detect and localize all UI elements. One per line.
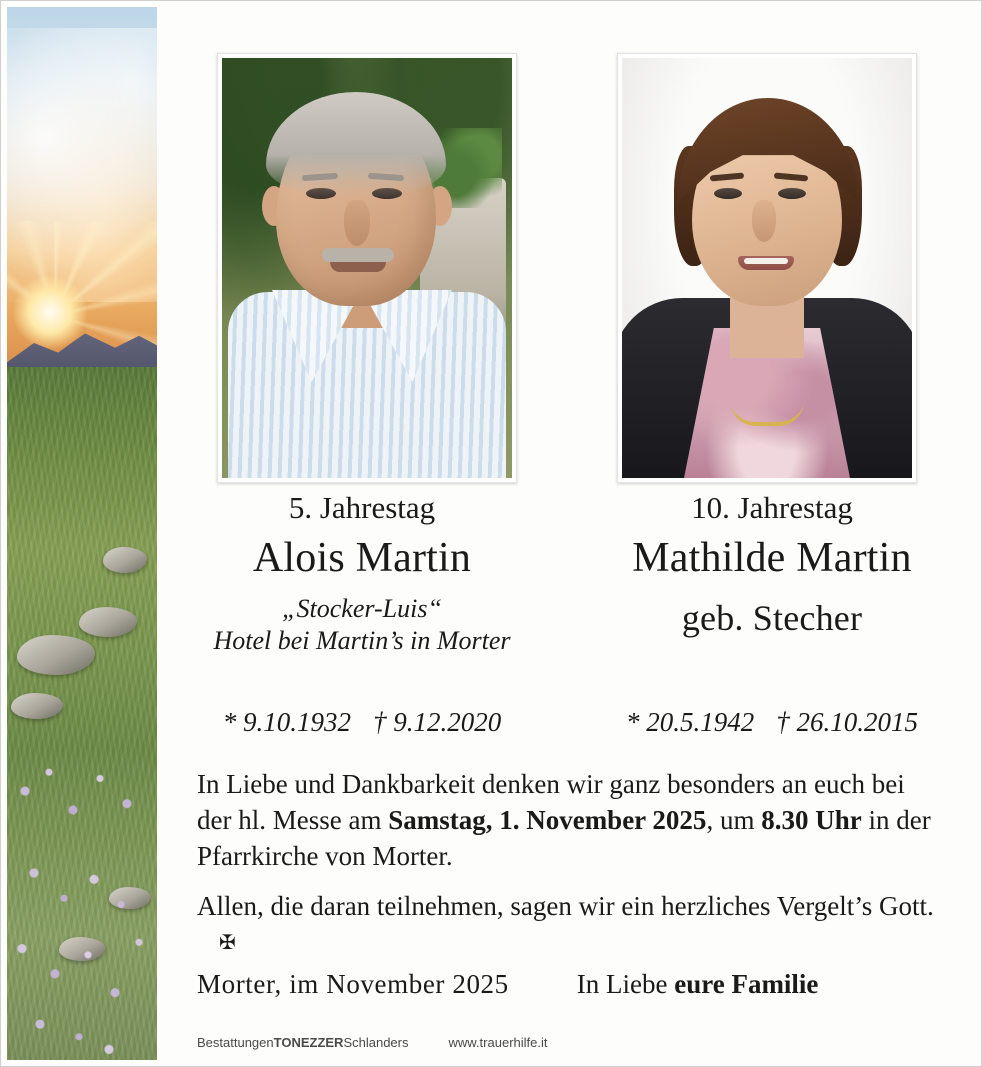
nature-photo-strip	[7, 7, 157, 1060]
name-column-left	[157, 491, 567, 656]
regards-bold: eure Familie	[674, 969, 819, 999]
mass-text-e: in der Pfarrkirche von Morter.	[197, 804, 931, 871]
thanks-text: Allen, die daran teilnehmen, sagen wir ein herzliches Vergelt’s Gott.	[197, 890, 934, 921]
teeth	[744, 258, 788, 264]
thanks-paragraph	[197, 889, 941, 961]
anniversary-label-right: 10. Jahrestag	[691, 490, 853, 525]
family-signature	[577, 969, 819, 1000]
place-and-date: Morter, im November 2025	[197, 969, 509, 999]
birth-date-right: * 20.5.1942	[626, 707, 755, 737]
maiden-name-right: geb. Stecher	[681, 598, 863, 639]
dates-row	[157, 707, 977, 738]
sun	[13, 275, 87, 349]
memorial-content	[157, 7, 977, 1060]
agency-website[interactable]: www.trauerhilfe.it	[448, 1035, 548, 1050]
mustache	[322, 248, 394, 262]
memorial-message	[197, 767, 941, 975]
portraits-row	[157, 53, 977, 483]
portrait-photo-mathilde-martin	[622, 58, 912, 478]
portrait-photo-alois-martin	[222, 58, 512, 478]
person-name-left: Alois Martin	[252, 535, 472, 582]
regards-prefix: In Liebe	[576, 969, 675, 999]
mouth	[330, 262, 386, 272]
birth-date-left: * 9.10.1932	[222, 707, 351, 737]
name-column-right	[567, 491, 977, 656]
eye-left	[714, 188, 742, 199]
nose	[752, 200, 776, 242]
person-name-right: Mathilde Martin	[632, 535, 912, 582]
names-row	[157, 491, 977, 656]
eye-right	[372, 188, 402, 199]
agency-suffix: Schlanders	[343, 1035, 409, 1050]
nose	[344, 200, 370, 246]
nickname-left: „Stocker-Luis“	[282, 594, 442, 624]
subtitle-left: Hotel bei Martin’s in Morter	[213, 626, 511, 656]
dates-column-right	[567, 707, 977, 738]
dates-column-left	[157, 707, 567, 738]
mass-text-a: In Liebe und Dankbarkeit denken wir ganz besonders an euch bei der hl. Messe am	[197, 769, 905, 835]
mass-invitation-paragraph	[197, 767, 941, 875]
eye-left	[306, 188, 336, 199]
death-date-left: † 9.12.2020	[373, 707, 502, 737]
anniversary-label-left: 5. Jahrestag	[288, 490, 436, 525]
eye-right	[778, 188, 806, 199]
mass-date: Samstag, 1. November 2025	[388, 804, 707, 835]
agency-name: TONEZZER	[273, 1035, 344, 1050]
death-date-right: † 26.10.2015	[776, 707, 918, 737]
agency-prefix: Bestattungen	[197, 1035, 274, 1050]
footer	[197, 1035, 941, 1050]
closing-row	[197, 969, 941, 1000]
wildflowers	[7, 747, 157, 1060]
portrait-frame-left	[217, 53, 517, 483]
cross-icon: ✠	[219, 931, 236, 954]
mass-time: 8.30 Uhr	[761, 804, 862, 835]
mass-text-c: , um	[706, 804, 762, 835]
portrait-frame-right	[617, 53, 917, 483]
